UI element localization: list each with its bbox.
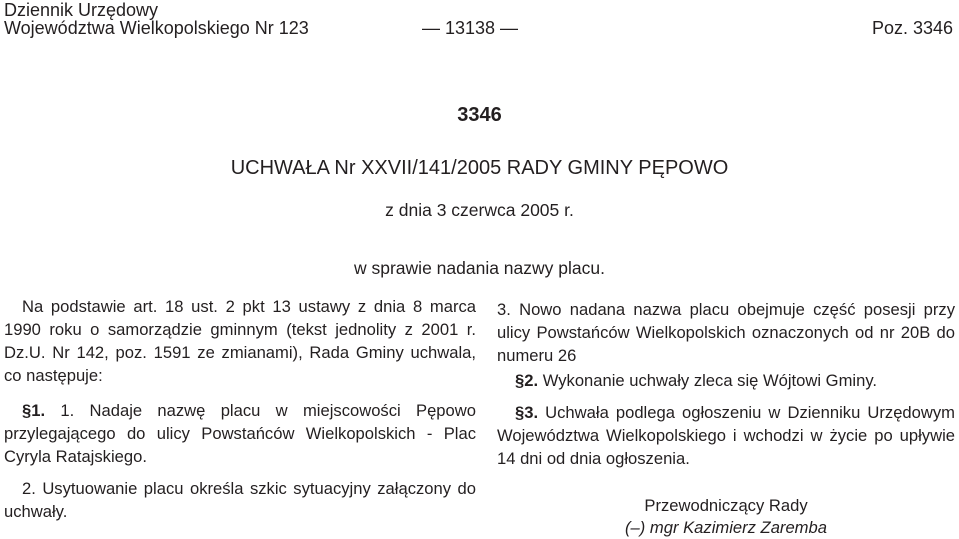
- section-1-label: §1.: [22, 401, 46, 420]
- journal-name-line1: Dziennik Urzędowy: [4, 0, 159, 20]
- section-2-label: §2.: [515, 371, 539, 390]
- section-3-paragraph: [497, 401, 955, 470]
- section-3-text: Uchwała podlega ogłoszeniu w Dzienniku Urzędowym Województwa Wielkopolskiego i wchodzi w życie po upływie 14 dni od dnia ogłoszenia.: [497, 403, 955, 468]
- section-1-point-1: 1. Nadaje nazwę placu w miejscowości Pępowo przylegającego do ulicy Powstańców Wielkopolskich - Plac Cyryla Ratajskiego.: [4, 401, 476, 466]
- document-subject: w sprawie nadania nazwy placu.: [354, 258, 605, 278]
- section-1-point-2: 2. Usytuowanie placu określa szkic sytuacyjny załączony do uchwały.: [4, 479, 476, 521]
- section-2-text: Wykonanie uchwały zleca się Wójtowi Gminy.: [542, 371, 878, 390]
- document-title: UCHWAŁA Nr XXVII/141/2005 RADY GMINY PĘPOWO: [230, 157, 729, 179]
- section-2-paragraph: [515, 369, 877, 392]
- section-1-point-3: 3. Nowo nadana nazwa placu obejmuje część posesji przy ulicy Powstańców Wielkopolskich oznaczonych od nr 20B do numeru 26: [497, 300, 955, 365]
- position-number: Poz. 3346: [871, 18, 953, 38]
- signature-title: Przewodniczący Rady: [644, 496, 808, 515]
- page-number: — 13138 —: [422, 18, 519, 38]
- signature-name: (–) mgr Kazimierz Zaremba: [625, 518, 827, 537]
- preamble-paragraph: Na podstawie art. 18 ust. 2 pkt 13 ustawy z dnia 8 marca 1990 roku o samorządzie gminnym (tekst jednolity z 2001 r. Dz.U. Nr 142, poz. 1591 ze zmianami), Rada Gminy uchwala, co następuje:: [4, 297, 476, 385]
- document-date: z dnia 3 czerwca 2005 r.: [385, 200, 574, 220]
- section-1-paragraph-1: [4, 399, 476, 468]
- journal-name-line2: Województwa Wielkopolskiego Nr 123: [4, 18, 309, 38]
- document-number: 3346: [457, 104, 502, 126]
- section-3-label: §3.: [515, 403, 539, 422]
